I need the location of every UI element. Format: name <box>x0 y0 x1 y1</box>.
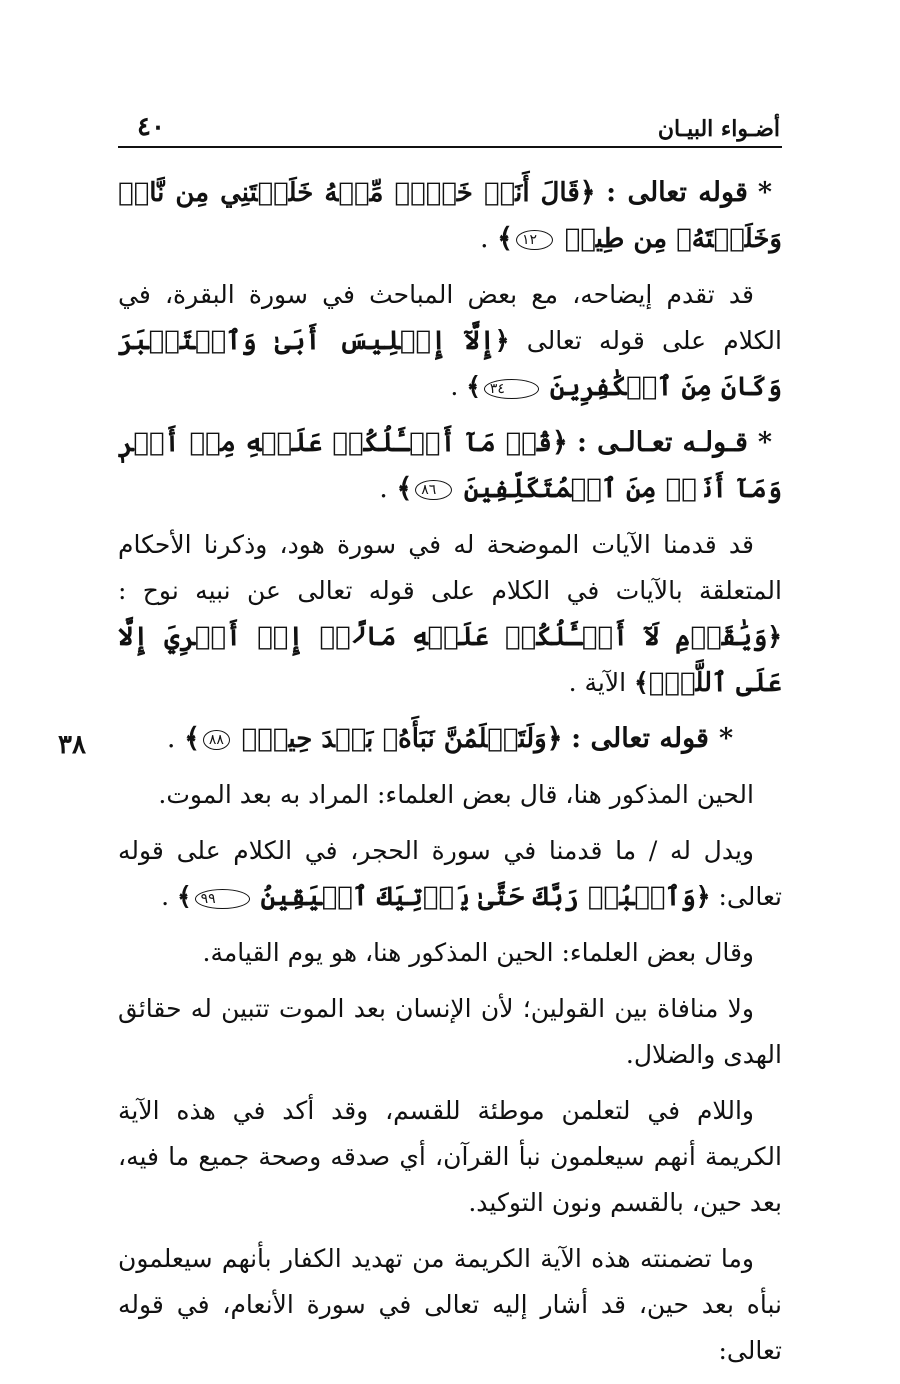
ornate-bracket-open: ﴿ <box>494 326 510 355</box>
heading-label: قوله تعالى : <box>606 177 748 208</box>
trailing-text: . <box>479 223 498 254</box>
paragraph-text: ويدل له / ما قدمنا في سورة الحجر، في الكلام على قوله تعالى: <box>118 836 782 911</box>
commentary-paragraph <box>118 272 782 410</box>
ornate-bracket-close: ﴾ <box>184 723 200 754</box>
verse-number: ٣٤ <box>484 379 539 399</box>
trailing-text: . <box>161 882 177 911</box>
verse-heading <box>118 420 782 512</box>
ornate-bracket-open: ﴿ <box>767 622 782 651</box>
star-marker: * <box>757 427 772 458</box>
quran-verse: إِلَّآ إِبۡلِيسَ أَبَىٰ وَٱسۡتَكۡبَرَ وَكَانَ مِنَ ٱلۡكَٰفِرِينَ <box>118 326 782 402</box>
heading-label: قوله تعالى : <box>571 723 709 754</box>
verse-number: ٩٩ <box>195 889 250 909</box>
trailing-text: . <box>379 473 397 504</box>
commentary-paragraph <box>118 522 782 706</box>
quran-verse: وَٱعۡبُدۡ رَبَّكَ حَتَّىٰ يَأۡتِيَكَ ٱلۡيَقِينُ <box>260 882 696 912</box>
ornate-bracket-open: ﴿ <box>695 882 711 911</box>
star-marker: * <box>718 723 734 754</box>
ornate-bracket-close: ﴾ <box>176 882 192 911</box>
commentary-paragraph <box>118 828 782 920</box>
commentary-paragraph: واللام في لتعلمن موطئة للقسم، وقد أكد في هذه الآية الكريمة أنهم سيعلمون نبأ القرآن، أي صدقه وصحة جميع ما فيه، بعد حين، بالقسم ونون التوكيد. <box>118 1096 782 1217</box>
verse-number: ٨٦ <box>415 480 452 500</box>
verse-number: ٨٨ <box>203 730 230 750</box>
ornate-bracket-close: ﴾ <box>466 372 481 401</box>
trailing-text: . <box>166 723 185 754</box>
paragraph-text: قد قدمنا الآيات الموضحة له في سورة هود، وذكرنا الأحكام المتعلقة بالآيات في الكلام على قوله تعالى عن نبيه نوح : <box>118 530 782 605</box>
commentary-paragraph: الحين المذكور هنا، قال بعض العلماء: المراد به بعد الموت. <box>158 780 754 809</box>
book-title: أضـواء البيـان <box>657 116 780 142</box>
ornate-bracket-open: ﴿ <box>546 723 563 754</box>
commentary-paragraph: وما تضمنته هذه الآية الكريمة من تهديد الكفار بأنهم سيعلمون نبأه بعد حين، قد أشار إليه تعالى في سورة الأنعام، في قوله تعالى: <box>118 1244 782 1365</box>
verse-number: ١٢ <box>516 230 553 250</box>
ornate-bracket-close: ﴾ <box>497 223 513 254</box>
header-rule <box>118 146 782 148</box>
quran-verse: قَالَ أَنَا۠ خَيۡرٞ مِّنۡهُ خَلَقۡتَنِي مِن نَّارٖ وَخَلَقۡتَهُۥ مِن طِينٖ <box>118 178 782 254</box>
ornate-bracket-close: ﴾ <box>634 668 649 697</box>
page-number: ٤٠ <box>137 112 165 142</box>
ornate-bracket-open: ﴿ <box>579 177 596 208</box>
ornate-bracket-open: ﴿ <box>551 427 568 458</box>
ornate-bracket-close: ﴾ <box>396 473 413 504</box>
commentary-paragraph: وقال بعض العلماء: الحين المذكور هنا، هو يوم القيامة. <box>202 938 754 967</box>
trailing-text: . <box>450 372 467 401</box>
page-body <box>118 170 782 1384</box>
margin-page-marker: ٣٨ <box>58 730 86 760</box>
quran-verse: قُلۡ مَآ أَسۡـَٔلُكُمۡ عَلَيۡهِ مِنۡ أَجۡرٖ وَمَآ أَنَا۠ مِنَ ٱلۡمُتَكَلِّفِينَ <box>118 428 782 504</box>
verse-heading <box>118 716 782 762</box>
paragraph-text: قد تقدم إيضاحه، مع بعض المباحث في سورة البقرة، في الكلام على قوله تعالى <box>118 280 782 355</box>
quran-verse: وَيَٰقَوۡمِ لَآ أَسۡـَٔلُكُمۡ عَلَيۡهِ مَالًاۖ إِنۡ أَجۡرِيَ إِلَّا عَلَى ٱللَّهِۚ <box>118 622 782 698</box>
trailing-text: الآية . <box>568 668 635 697</box>
quran-verse: وَلَتَعۡلَمُنَّ نَبَأَهُۥ بَعۡدَ حِينِۭ <box>241 724 547 754</box>
verse-heading <box>118 170 782 262</box>
heading-label: قـولـه تعـالـى : <box>577 427 748 458</box>
star-marker: * <box>757 177 772 208</box>
commentary-paragraph: ولا منافاة بين القولين؛ لأن الإنسان بعد الموت تتبين له حقائق الهدى والضلال. <box>118 994 782 1069</box>
